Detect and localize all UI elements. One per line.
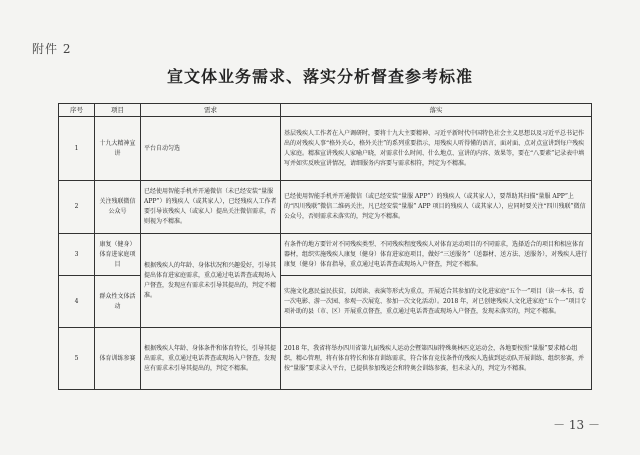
- row-item: 群众性文体活动: [95, 276, 141, 328]
- header-no: 序号: [59, 104, 95, 117]
- page-number: － 13 －: [553, 418, 600, 432]
- annex-label: 附件 2: [32, 42, 72, 56]
- row-no: 2: [59, 181, 95, 234]
- table-row: [59, 181, 592, 234]
- row-impl: 实施文化惠民益民扶贫，以阅读、表演等形式为重点，开展适合其参加的文化进家庭“五个一”项目（读一本书、看一次电影、游一次园、参观一次展览、参加一次文化活动）。2018 年，对已创建残疾人文化进家庭“五个一”项目专项补助的县（市、区）开展重点督查，重点通过电话普查或现场入户督查，发现未落实的，判定不精准。: [281, 276, 592, 328]
- table-row: [59, 117, 592, 181]
- table-row: [59, 234, 592, 276]
- standards-table: [58, 103, 592, 390]
- header-impl: 落实: [281, 104, 592, 117]
- row-no: 5: [59, 328, 95, 390]
- row-no: 1: [59, 117, 95, 181]
- row-no: 3: [59, 234, 95, 276]
- row-item: 康复（健身）体育进家庭项目: [95, 234, 141, 276]
- header-need: 需求: [141, 104, 281, 117]
- row-no: 4: [59, 276, 95, 328]
- row-need: 平台自动匀选: [141, 117, 281, 181]
- row-item: 体育训练参赛: [95, 328, 141, 390]
- row-item: 十九大精神宣讲: [95, 117, 141, 181]
- row-impl: 基层残疾人工作者在入户调研时，要将十九大主要精神、习近平新时代中国特色社会主义思想以及习近平总书记作出的对残疾人事“格外关心，格外关注”的系列重要指示，用残疾人听得懂的语言，面对面、点对点宣讲到每户残疾人家庭。精准宣讲残疾人家喻户晓，对需求什么时间、什么地点、宣讲的内容、效果等，要在“八要素”记录表中填写并如实反映宣讲情况，请细服务内容要与需求相符，判定为不精准。: [281, 117, 592, 181]
- document-title: 宣文体业务需求、落实分析督查参考标准: [166, 67, 473, 86]
- row-impl: 2018 年，我省将举办四川省第九届残疾人运动会暨第四届特殊奥林匹克运动会，各地要按照“量服”要求精心组织，精心管理，将有体育特长和体育训练需求，符合体育竞技条件的残疾人选拔到运动队开展训练、组织参赛，并按“量服”要求录入平台，已提供参加残运会和特奥会训练参赛，但未录入的，判定为不精准。: [281, 328, 592, 390]
- row-impl: 已经使用智能手机并开通微信（或已经安装“量服 APP”）的残疾人（或其家人），要帮助其扫描“量服 APP”上的“四川残联”微信二维码关注，凡已经安装“量服” APP 项目的残疾人（或其家人），应同时要关注“四川残联”微信公众号，否则需求未落实的，判定为不精准。: [281, 181, 592, 234]
- table-row: [59, 276, 592, 328]
- row-need: 根据残疾人年龄、身体条件和体育特长，引导其提出需求，重点通过电话普查或现场入户督查，发现应有需求未引导其提出的，判定不精准。: [141, 328, 281, 390]
- row-impl: 有条件的地方要针对不同残疾类型、不同残疾程度残疾人对体育运动项目的不同需求，选择适合的项目和相应体育器材，组织实施残疾人康复（健身）体育进家庭项目，做好“三送服务”（送器材、送方法、送服务），对残疾人进行康复（健身）体育指导，重点通过电话普查或现场入户督查，判定不精准。: [281, 234, 592, 276]
- row-need: 根据残疾人的年龄、身体状况和兴趣爱好，引导其提出体育进家庭需求，重点通过电话普查或现场入户督查，发现应有需求未引导其提出的，判定不精准。: [141, 234, 281, 328]
- table-header-row: [59, 104, 592, 117]
- row-item: 关注残联微信公众号: [95, 181, 141, 234]
- header-item: 项目: [95, 104, 141, 117]
- table-row: [59, 328, 592, 390]
- row-need: 已经使用智能手机并开通微信（未已经安装“量服 APP”）的残疾人（或其家人），已经残疾人工作者要引导该残疾人（或家人）提出关注微信需求，否则视为不精准。: [141, 181, 281, 234]
